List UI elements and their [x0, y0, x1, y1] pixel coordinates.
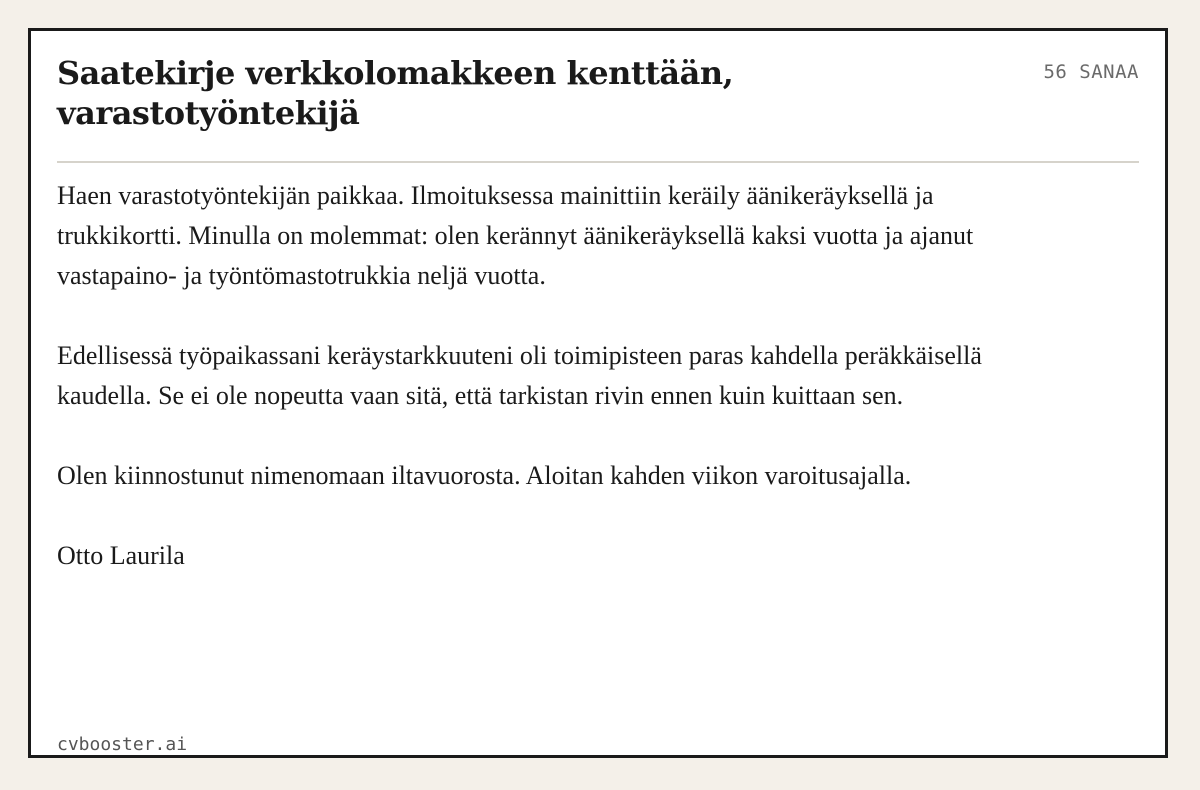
word-count-badge: 56 SANAA	[1043, 61, 1139, 83]
brand-footer: cvbooster.ai	[57, 734, 188, 755]
letter-paragraph-2: Edellisessä työpaikassani keräystarkkuuteni oli toimipisteen paras kahdella peräkkäisellä kaudella. Se ei ole nopeutta vaan sitä, että tarkistan rivin ennen kuin kuittaan sen.	[57, 341, 982, 410]
letter-header	[57, 53, 1139, 163]
letter-body	[57, 176, 1017, 576]
letter-paragraph-3: Olen kiinnostunut nimenomaan iltavuorosta. Aloitan kahden viikon varoitusajalla.	[57, 461, 912, 490]
cover-letter-card	[28, 28, 1168, 758]
letter-title: Saatekirje verkkolomakkeen kenttään, varastotyöntekijä	[57, 54, 734, 132]
letter-signature: Otto Laurila	[57, 541, 185, 570]
letter-paragraph-1: Haen varastotyöntekijän paikkaa. Ilmoituksessa mainittiin keräily äänikeräyksellä ja trukkikortti. Minulla on molemmat: olen kerännyt äänikeräyksellä kaksi vuotta ja ajanut vastapaino- ja työntömastotrukkia neljä vuotta.	[57, 181, 974, 290]
